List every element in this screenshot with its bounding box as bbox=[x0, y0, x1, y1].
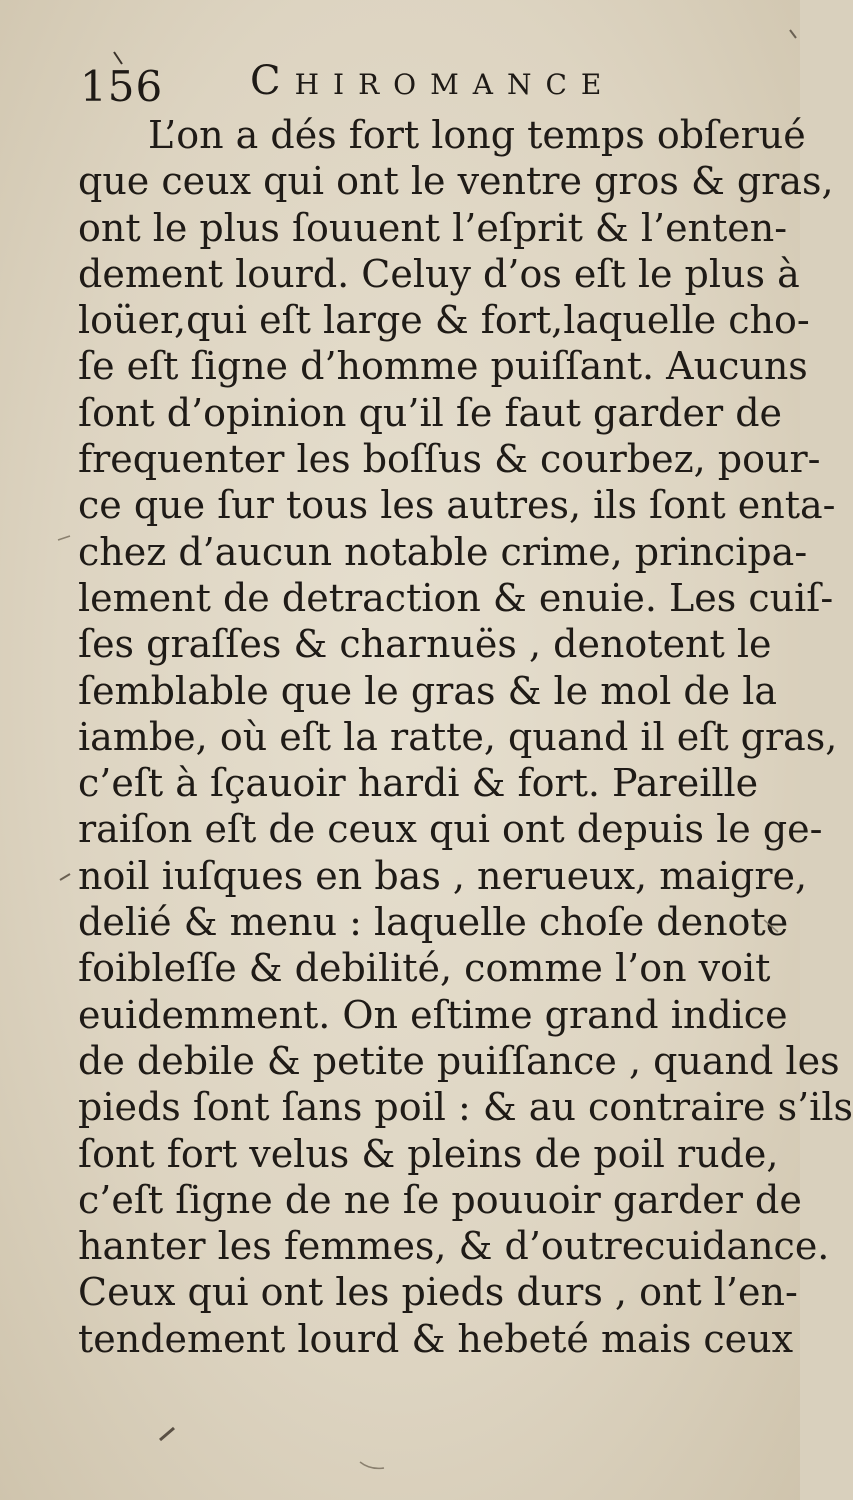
text-line: dement lourd. Celuy d’os eſt le plus à bbox=[78, 251, 800, 296]
text-line: ſes graſſes & charnuës , denotent le bbox=[78, 622, 772, 667]
text-line: noil iuſques en bas , nerueux, maigre, bbox=[78, 853, 808, 898]
text-line: ont le plus ſouuent l’eſprit & l’enten- bbox=[78, 205, 788, 250]
text-line: c’eſt à ſçauoir hardi & fort. Pareille bbox=[78, 761, 759, 806]
text-line: raiſon eſt de ceux qui ont depuis le ge- bbox=[78, 807, 823, 852]
text-line: euidemment. On eſtime grand indice bbox=[78, 992, 788, 1037]
text-line: ſe eſt ſigne d’homme puiſſant. Aucuns bbox=[78, 344, 808, 389]
text-line: Ceux qui ont les pieds durs , ont l’en- bbox=[78, 1270, 798, 1315]
text-line: foibleſſe & debilité, comme l’on voit bbox=[78, 946, 771, 991]
text-line: ſont fort velus & pleins de poil rude, bbox=[78, 1131, 779, 1176]
text-line: que ceux qui ont le ventre gros & gras, bbox=[78, 159, 834, 204]
text-line: pieds ſont ſans poil : & au contraire s’ils bbox=[78, 1085, 853, 1130]
running-title: Chiromance bbox=[250, 58, 616, 104]
body-text bbox=[78, 112, 853, 1362]
text-line: hanter les femmes, & d’outrecuidance. bbox=[78, 1224, 830, 1269]
text-line: L’on a dés fort long temps obſerué bbox=[148, 113, 806, 157]
page-header bbox=[80, 56, 740, 116]
text-line: ſemblable que le gras & le mol de la bbox=[78, 668, 778, 713]
text-line: de debile & petite puiſſance , quand les bbox=[78, 1038, 840, 1083]
text-line: ce que ſur tous les autres, ils ſont enta- bbox=[78, 483, 836, 528]
text-line: frequenter les boſſus & courbez, pour- bbox=[78, 437, 821, 482]
text-line: delié & menu : laquelle choſe denote bbox=[78, 900, 789, 945]
text-line: loüer,qui eſt large & fort,laquelle cho- bbox=[78, 298, 810, 343]
page-number: 156 bbox=[80, 62, 164, 111]
text-line: lement de detraction & enuie. Les cuiſ- bbox=[78, 575, 834, 620]
text-line: iambe, où eſt la ratte, quand il eſt gras, bbox=[78, 714, 838, 759]
text-line: c’eſt ſigne de ne ſe pouuoir garder de bbox=[78, 1177, 802, 1222]
text-line: chez d’aucun notable crime, principa- bbox=[78, 529, 808, 574]
text-line: ſont d’opinion qu’il ſe faut garder de bbox=[78, 390, 783, 435]
text-line: tendement lourd & hebeté mais ceux bbox=[78, 1316, 794, 1361]
